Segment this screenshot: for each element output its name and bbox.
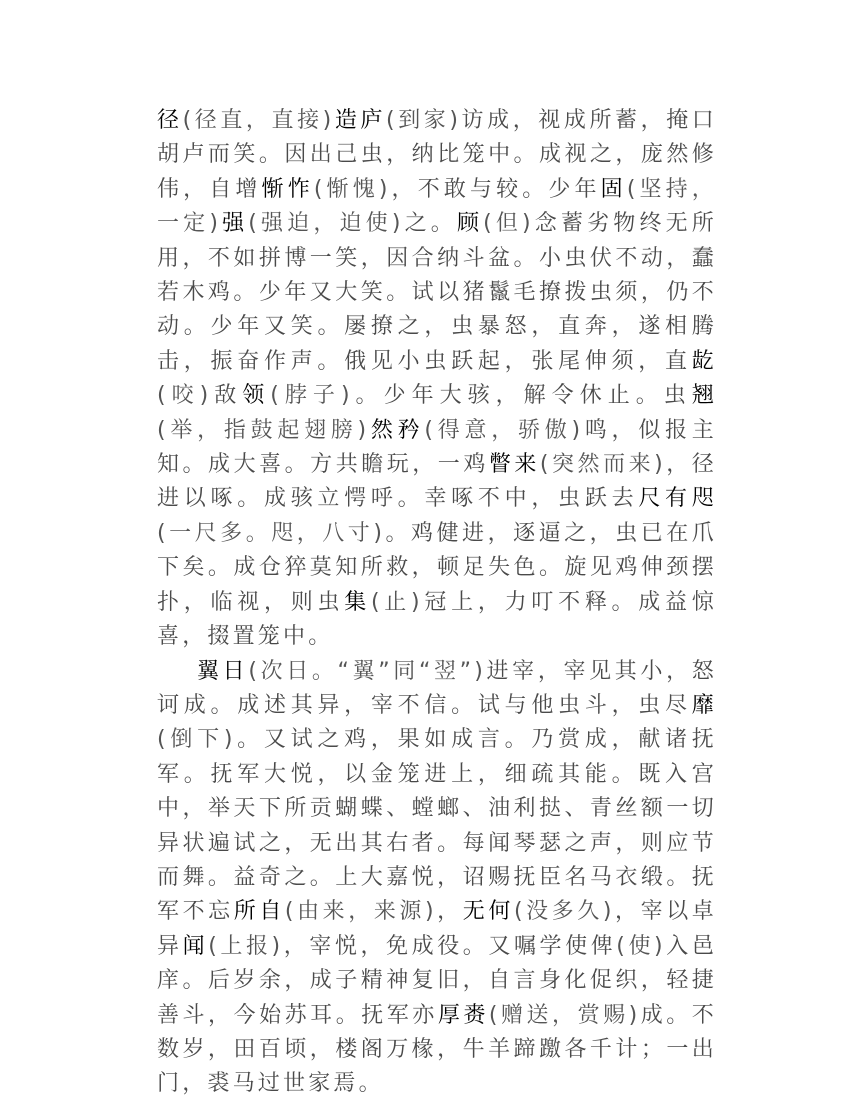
body-text: ， <box>436 899 463 925</box>
annotated-term: 靡 <box>691 692 717 718</box>
gloss-note: (脖子) <box>270 383 353 409</box>
body-text: 敌 <box>211 383 243 409</box>
gloss-note: (由来，来源) <box>284 899 437 925</box>
annotated-term: 闻 <box>182 933 209 959</box>
body-text: 。少年大骇，解令休止。虫 <box>352 383 692 409</box>
body-text: 鸣，似报主知。成大喜。方共瞻玩，一鸡 <box>157 417 717 478</box>
gloss-note: (举，指鼓起翅膀) <box>157 417 370 443</box>
body-text: 念蓄劣物终无所用，不如拼博一笑，因合纳斗盆。小虫伏不动，蠢若木鸡。少年又大笑。试以猪鬣毛撩拨虫须，仍不动。少年又笑。屡撩之，虫暴怒，直奔，遂相腾击，振奋作声。俄见小虫跃起，张尾伸须，直 <box>157 211 717 374</box>
gloss-note: (没多久) <box>513 899 615 925</box>
gloss-note: (使) <box>616 933 666 959</box>
body-text: ，宰悦，免成役。又嘱学使俾 <box>283 933 617 959</box>
annotated-term: 厚赉 <box>437 1002 489 1028</box>
annotated-term: 造庐 <box>334 108 387 133</box>
body-text: 冠上，力叮不释。成益惊喜，掇置笼中。 <box>157 589 717 650</box>
body-text: ，宰以卓异 <box>157 899 717 959</box>
annotated-term: 顾 <box>456 211 484 237</box>
annotated-term: 尺有咫 <box>638 486 717 512</box>
gloss-note: (得意，骄傲) <box>424 417 584 443</box>
gloss-note: (突然而来) <box>539 452 666 478</box>
annotated-term: 领 <box>242 383 271 409</box>
body-text: 。又试之鸡，果如成言。乃赏成，献诸抚军。抚军大悦，以金笼进上，细疏其能。既入宫中，举天下所贡蝴蝶、螳螂、油利挞、青丝额一切异状遍试之，无出其右者。每闻琴瑟之声，则应节而舞。益奇之。上大嘉悦，诏赐抚臣名马衣缎。抚军不忘 <box>157 727 718 925</box>
body-text: ，径进以啄。成骇立愕呼。幸啄不中，虫跃去 <box>157 452 717 512</box>
annotated-term: 固 <box>600 176 627 202</box>
paragraph-1 <box>157 104 717 655</box>
gloss-note: (惭愧) <box>313 176 391 202</box>
gloss-note: (坚持，一定) <box>157 176 718 237</box>
annotated-term: 惭怍 <box>261 176 314 202</box>
gloss-note: (次日。“翼”同“翌”) <box>248 658 487 684</box>
gloss-note: (止) <box>370 589 423 615</box>
body-text: 之。 <box>403 211 457 237</box>
annotated-term: 龁 <box>691 348 717 374</box>
gloss-note: (径直，直接) <box>182 108 335 133</box>
body-text: 入邑庠。后岁余，成子精神复旧，自言身化促织，轻捷善斗，今始苏耳。抚军亦 <box>157 933 718 1028</box>
gloss-note: (强迫，迫使) <box>248 211 404 237</box>
gloss-note: (一尺多。咫，八寸) <box>157 520 386 546</box>
annotated-term: 翼日 <box>197 658 249 684</box>
annotated-term: 强 <box>221 211 249 237</box>
annotated-term: 无何 <box>462 899 514 925</box>
gloss-note: (上报) <box>208 933 284 959</box>
gloss-note: (但) <box>483 211 534 237</box>
gloss-note: (咬) <box>157 383 212 409</box>
annotated-term: 翘 <box>691 383 718 409</box>
annotated-term: 瞥来 <box>488 452 540 478</box>
body-text: 进宰，宰见其小，怒诃成。成述其异，宰不信。试与他虫斗，虫尽 <box>157 658 717 718</box>
gloss-note: (赠送，赏赐) <box>488 1002 641 1028</box>
annotated-term: 然矜 <box>369 417 425 443</box>
annotated-term: 所自 <box>233 899 285 925</box>
body-text: 。鸡健进，逐逼之，虫已在爪下矣。成仓猝莫知所救，顿足失色。旋见鸡伸颈摆扑，临视，则虫 <box>157 520 717 615</box>
body-text: ，不敢与较。少年 <box>390 176 601 202</box>
gloss-note: (倒下) <box>157 727 236 753</box>
body-text: 成。不数岁，田百顷，楼阁万椽，牛羊蹄躈各千计；一出门，裘马过世家焉。 <box>157 1002 717 1097</box>
body-text: 访成，视成所蓄，掩口胡卢而笑。因出己虫，纳比笼中。成视之，庞然修伟，自增 <box>157 108 717 202</box>
gloss-note: (到家) <box>386 108 462 133</box>
paragraph-2 <box>157 655 717 1102</box>
annotated-passage <box>157 104 717 1102</box>
annotated-term: 集 <box>344 589 371 615</box>
annotated-term: 径 <box>157 108 183 133</box>
